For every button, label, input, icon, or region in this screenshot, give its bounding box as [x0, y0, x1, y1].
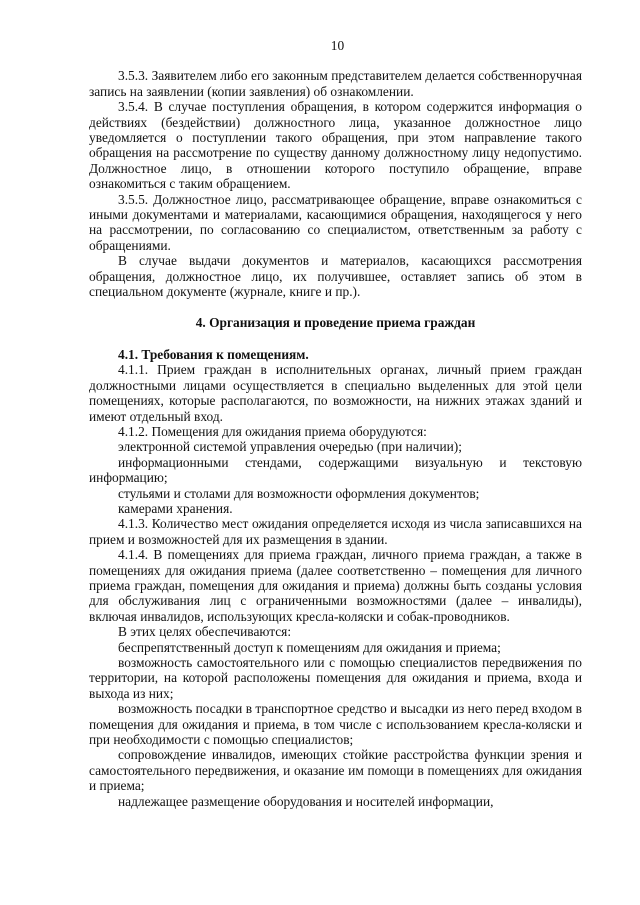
list-item: надлежащее размещение оборудования и носителей информации,	[118, 793, 494, 809]
paragraph-4-1-1: 4.1.1. Прием граждан в исполнительных органах, личный прием граждан должностными лицами осуществляется в специально выделенных для этой цели помещениях, которые располагаются, по возможности, на нижних этажах зданий и имеют отдельный вход.	[89, 362, 582, 424]
section-heading: 4. Организация и проведение приема граждан	[195, 314, 476, 330]
paragraph-document-issue: В случае выдачи документов и материалов, касающихся рассмотрения обращения, должностное лицо, их получившее, оставляет запись об этом в специальном документе (журнале, книге и пр.).	[89, 253, 582, 300]
list-item: беспрепятственный доступ к помещениям для ожидания и приема;	[118, 639, 501, 655]
paragraph-3-5-3: 3.5.3. Заявителем либо его законным представителем делается собственноручная запись на заявлении (копии заявления) об ознакомлении.	[89, 68, 582, 99]
list-item: возможность самостоятельного или с помощью специалистов передвижения по территории, на которой расположены помещения для ожидания и приема, входа и выхода из них;	[89, 655, 582, 701]
list-item: камерами хранения.	[118, 500, 233, 516]
paragraph-3-5-4: 3.5.4. В случае поступления обращения, в котором содержится информация о действиях (бездействии) должностного лица, указанное должностное лицо уведомляется о поступлении такого обращения, при этом направление такого обращения на рассмотрение по существу данному должностному лицу недопустимо. Должностное лицо, в отношении которого поступило обращение, вправе ознакомиться с таким обращением.	[89, 99, 582, 192]
paragraph-4-1-4: 4.1.4. В помещениях для приема граждан, личного приема граждан, а также в помещениях для ожидания приема (далее соответственно – помещения для личного приема граждан, помещения для ожидания и приема) должны быть созданы условия для обслуживания лиц с ограниченными возможностями (далее – инвалиды), включая инвалидов, использующих кресла-коляски и собак-проводников.	[89, 547, 582, 624]
paragraph-4-1-2: 4.1.2. Помещения для ожидания приема оборудуются:	[118, 423, 427, 439]
subsection-heading: 4.1. Требования к помещениям.	[118, 346, 309, 362]
list-item: стульями и столами для возможности оформления документов;	[118, 485, 480, 501]
page-number: 10	[330, 38, 345, 53]
list-item: возможность посадки в транспортное средство и высадки из него перед входом в помещения для ожидания и приема, в том числе с использованием кресла-коляски и при необходимости с помощью специалистов;	[89, 701, 582, 748]
paragraph-4-1-3: 4.1.3. Количество мест ожидания определяется исходя из числа записавшихся на прием и возможностей для их размещения в здании.	[89, 516, 582, 547]
list-item: информационными стендами, содержащими визуальную и текстовую информацию;	[89, 454, 582, 486]
list-item: электронной системой управления очередью (при наличии);	[118, 439, 462, 455]
paragraph-provisions-intro: В этих целях обеспечиваются:	[118, 624, 292, 640]
list-item: сопровождение инвалидов, имеющих стойкие расстройства функции зрения и самостоятельного передвижения, и оказание им помощи в помещениях для ожидания и приема;	[89, 747, 582, 794]
paragraph-3-5-5: 3.5.5. Должностное лицо, рассматривающее обращение, вправе ознакомиться с иными документами и материалами, касающимися обращения, находящегося у него на рассмотрении, по согласованию со специалистом, ответственным за работу с обращениями.	[89, 191, 582, 253]
